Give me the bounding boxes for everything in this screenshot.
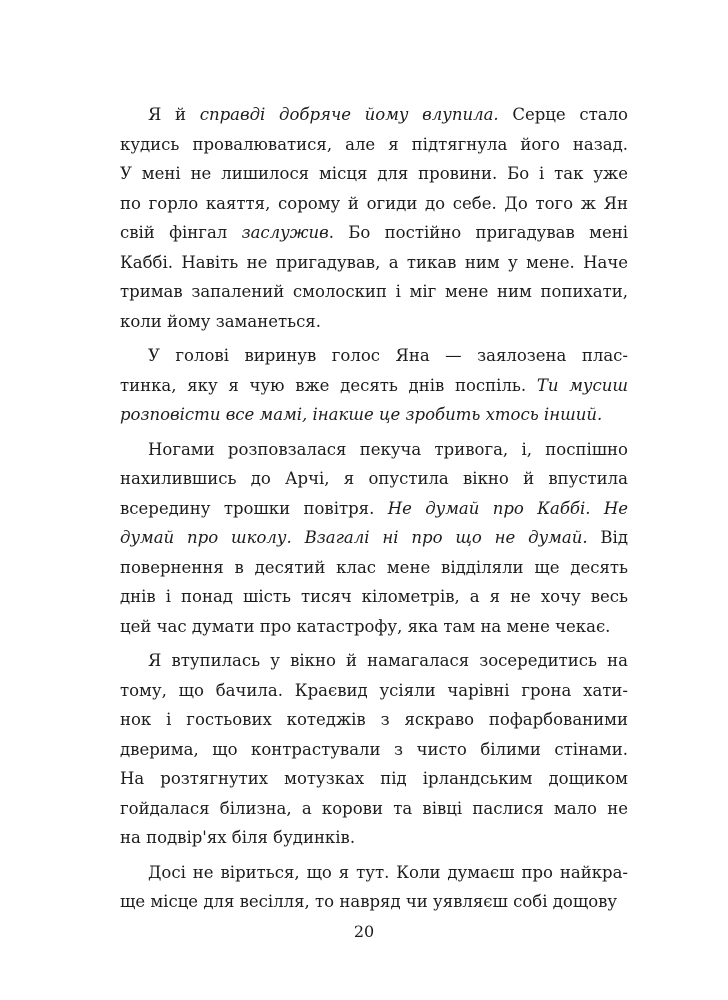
text-line bbox=[120, 582, 628, 612]
text-line bbox=[120, 887, 628, 917]
paragraph bbox=[120, 858, 628, 917]
text-run: тинка, яку я чую вже десять днів поспіль. bbox=[120, 375, 537, 395]
text-line bbox=[120, 277, 628, 307]
text-run: Від bbox=[587, 528, 628, 547]
body-text bbox=[120, 100, 628, 922]
italic-text: думай про школу. Взагалі ні про що не думай. bbox=[120, 528, 588, 547]
paragraph bbox=[120, 435, 628, 642]
paragraph bbox=[120, 100, 628, 336]
italic-text: Ти мусиш bbox=[536, 375, 628, 395]
text-line bbox=[120, 646, 628, 676]
paragraph bbox=[120, 341, 628, 430]
text-run: Я втупилась у вікно й намагалася зосередитись на bbox=[148, 651, 628, 670]
text-run: тому, що бачила. Краєвид усіяли чарівні грона хати- bbox=[120, 680, 628, 700]
text-run: коли йому заманеться. bbox=[120, 311, 321, 331]
text-run: Ногами розповзалася пекуча тривога, і, поспішно bbox=[148, 439, 628, 459]
text-line bbox=[120, 189, 628, 219]
text-line bbox=[120, 523, 628, 553]
text-run: дверима, що контрастували з чисто білими стінами. bbox=[120, 739, 628, 759]
text-run: днів і понад шість тисяч кілометрів, а я не хочу весь bbox=[120, 587, 628, 606]
text-line bbox=[120, 764, 628, 794]
text-run: Досі не віриться, що я тут. Коли думаєш про найкра- bbox=[148, 862, 628, 882]
text-line bbox=[120, 159, 628, 189]
text-line bbox=[120, 341, 628, 371]
text-line bbox=[120, 705, 628, 735]
text-run: всередину трошки повітря. bbox=[120, 498, 388, 518]
text-line bbox=[120, 218, 628, 248]
text-run: повернення в десятий клас мене відділяли ще десять bbox=[120, 557, 628, 577]
text-run: Серце стало bbox=[498, 105, 628, 124]
text-line bbox=[120, 435, 628, 465]
page-number: 20 bbox=[353, 922, 375, 941]
italic-text: заслужив bbox=[241, 223, 329, 242]
text-run: нок і гостьових котеджів з яскраво пофарбованими bbox=[120, 710, 628, 729]
text-line bbox=[120, 735, 628, 765]
text-run: нахилившись до Арчі, я опустила вікно й впустила bbox=[120, 469, 628, 488]
text-run: цей час думати про катастрофу, яка там на мене чекає. bbox=[120, 616, 611, 636]
text-line bbox=[120, 612, 628, 642]
text-run: по горло каяття, сорому й огиди до себе. До того ж Ян bbox=[120, 193, 628, 213]
text-run: ще місце для весілля, то навряд чи уявляєш собі дощову bbox=[120, 892, 618, 911]
text-line bbox=[120, 823, 628, 853]
text-run: кудись провалюватися, але я підтягнула його назад. bbox=[120, 134, 628, 154]
text-run: У голові виринув голос Яна — заялозена плас- bbox=[148, 346, 628, 365]
text-line bbox=[120, 371, 628, 401]
text-run: на подвір'ях біля будинків. bbox=[120, 828, 356, 847]
text-run: тримав запалений смолоскип і міг мене ним попихати, bbox=[120, 282, 628, 301]
text-line bbox=[120, 100, 628, 130]
text-line bbox=[120, 307, 628, 337]
text-run: Каббі. Навіть не пригадував, а тикав ним у мене. Наче bbox=[120, 252, 628, 272]
text-run: гойдалася білизна, а корови та вівці паслися мало не bbox=[120, 798, 628, 818]
text-line bbox=[120, 130, 628, 160]
text-line bbox=[120, 676, 628, 706]
text-line bbox=[120, 248, 628, 278]
paragraph bbox=[120, 646, 628, 853]
text-run: У мені не лишилося місця для провини. Бо і так уже bbox=[120, 164, 628, 183]
text-line bbox=[120, 553, 628, 583]
text-line bbox=[120, 794, 628, 824]
text-run: Я й bbox=[148, 105, 200, 124]
text-run: На розтягнутих мотузках під ірландським дощиком bbox=[120, 769, 628, 788]
text-line bbox=[120, 858, 628, 888]
italic-text: Не думай про Каббі. Не bbox=[387, 498, 628, 518]
text-line bbox=[120, 400, 628, 430]
text-line bbox=[120, 464, 628, 494]
text-run: . Бо постійно пригадував мені bbox=[328, 223, 628, 242]
text-run: свій фінгал bbox=[120, 223, 242, 242]
text-line bbox=[120, 494, 628, 524]
italic-text: розповісти все мамі, інакше це зробить хтось інший. bbox=[120, 405, 603, 424]
italic-text: справді добряче йому влупила. bbox=[199, 105, 499, 124]
